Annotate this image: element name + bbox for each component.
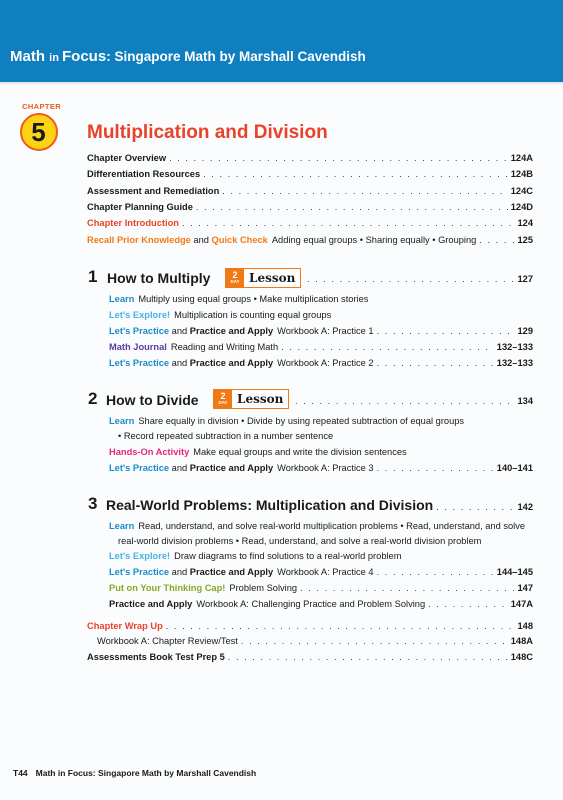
chapter-badge [16, 102, 64, 155]
chapter-title: Multiplication and Division [87, 122, 328, 143]
toc-row-test-prep: Assessments Book Test Prep 5 . . . 148C [87, 652, 533, 662]
lesson-3-practice: Let's Practice and Practice and Apply Workbook A: Practice 4 . . . 144–145 [109, 567, 533, 577]
day-badge: 2 DAY [226, 269, 244, 287]
toc-row-overview: Chapter Overview . . . 124A [87, 153, 533, 163]
lesson-3-explore: Let's Explore! Draw diagrams to find solutions to a real-world problem [109, 551, 402, 561]
toc-row-assessment: Assessment and Remediation . . . 124C [87, 186, 533, 196]
toc-row-prior-knowledge: Recall Prior Knowledge and Quick Check Adding equal groups • Sharing equally • Grouping . . . 125 [87, 235, 533, 245]
lesson-1-practice-2: Let's Practice and Practice and Apply Workbook A: Practice 2 . . . 132–133 [109, 358, 533, 368]
lesson-3-title: Real-World Problems: Multiplication and Division [106, 497, 434, 513]
toc-row-wrap-up: Chapter Wrap Up . . . 148 [87, 621, 533, 631]
chapter-circle [20, 113, 58, 151]
day-badge: 2 DAY [214, 390, 232, 408]
series-title: Math in Focus: Singapore Math by Marshall Cavendish [10, 48, 366, 65]
lesson-word: Lesson [237, 392, 284, 406]
toc-row-differentiation: Differentiation Resources . . . 124B [87, 169, 533, 179]
footer-title: Math in Focus: Singapore Math by Marshall Cavendish [35, 768, 257, 778]
lesson-1-leader: . . . 127 [304, 274, 533, 284]
lesson-3-heading: Real-World Problems: Multiplication and Division . . . 142 [106, 497, 533, 513]
chapter-number: 5 [31, 117, 46, 147]
lesson-word: Lesson [249, 271, 296, 285]
lesson-1-journal: Math Journal Reading and Writing Math . . . 132–133 [109, 342, 533, 352]
chapter-label: CHAPTER [22, 102, 62, 111]
lesson-2-leader: . . . 134 [292, 396, 533, 406]
lesson-3-number: 3 [88, 494, 98, 513]
lesson-1-explore: Let's Explore! Multiplication is counting equal groups [109, 310, 332, 320]
toc-row-introduction: Chapter Introduction . . . 124 [87, 218, 533, 228]
header-banner [0, 0, 563, 82]
lesson-2-practice: Let's Practice and Practice and Apply Workbook A: Practice 3 . . . 140–141 [109, 463, 533, 473]
lesson-3-learn: Learn Read, understand, and solve real-world multiplication problems • Read, understand, and solve [109, 521, 526, 531]
toc-row-review: Workbook A: Chapter Review/Test . . . 148A [97, 636, 533, 646]
toc-row-planning: Chapter Planning Guide . . . 124D [87, 202, 533, 212]
lesson-2-box [213, 389, 289, 409]
lesson-2-learn-cont: • Record repeated subtraction in a number sentence [118, 431, 334, 441]
lesson-1-number: 1 [88, 267, 98, 286]
lesson-1-learn: Learn Multiply using equal groups • Make multiplication stories [109, 294, 369, 304]
page-code: T44 [13, 768, 28, 778]
header-rule [0, 82, 563, 84]
lesson-3-apply: Practice and Apply Workbook A: Challenging Practice and Problem Solving . . . 147A [109, 599, 533, 609]
lesson-2-title: How to Divide [106, 392, 199, 408]
page-footer [13, 768, 256, 778]
lesson-1-title: How to Multiply [107, 270, 211, 286]
lesson-2-learn: Learn Share equally in division • Divide by using repeated subtraction of equal groups [109, 416, 465, 426]
lesson-1-box [225, 268, 301, 288]
lesson-2-number: 2 [88, 389, 98, 408]
lesson-3-learn-cont: real-world division problems • Read, understand, and solve a real-world division problem [118, 536, 482, 546]
lesson-3-thinking-cap: Put on Your Thinking Cap! Problem Solving . . . 147 [109, 583, 533, 593]
lesson-1-practice-1: Let's Practice and Practice and Apply Workbook A: Practice 1 . . . 129 [109, 326, 533, 336]
lesson-2-hands-on: Hands-On Activity Make equal groups and write the division sentences [109, 447, 407, 457]
